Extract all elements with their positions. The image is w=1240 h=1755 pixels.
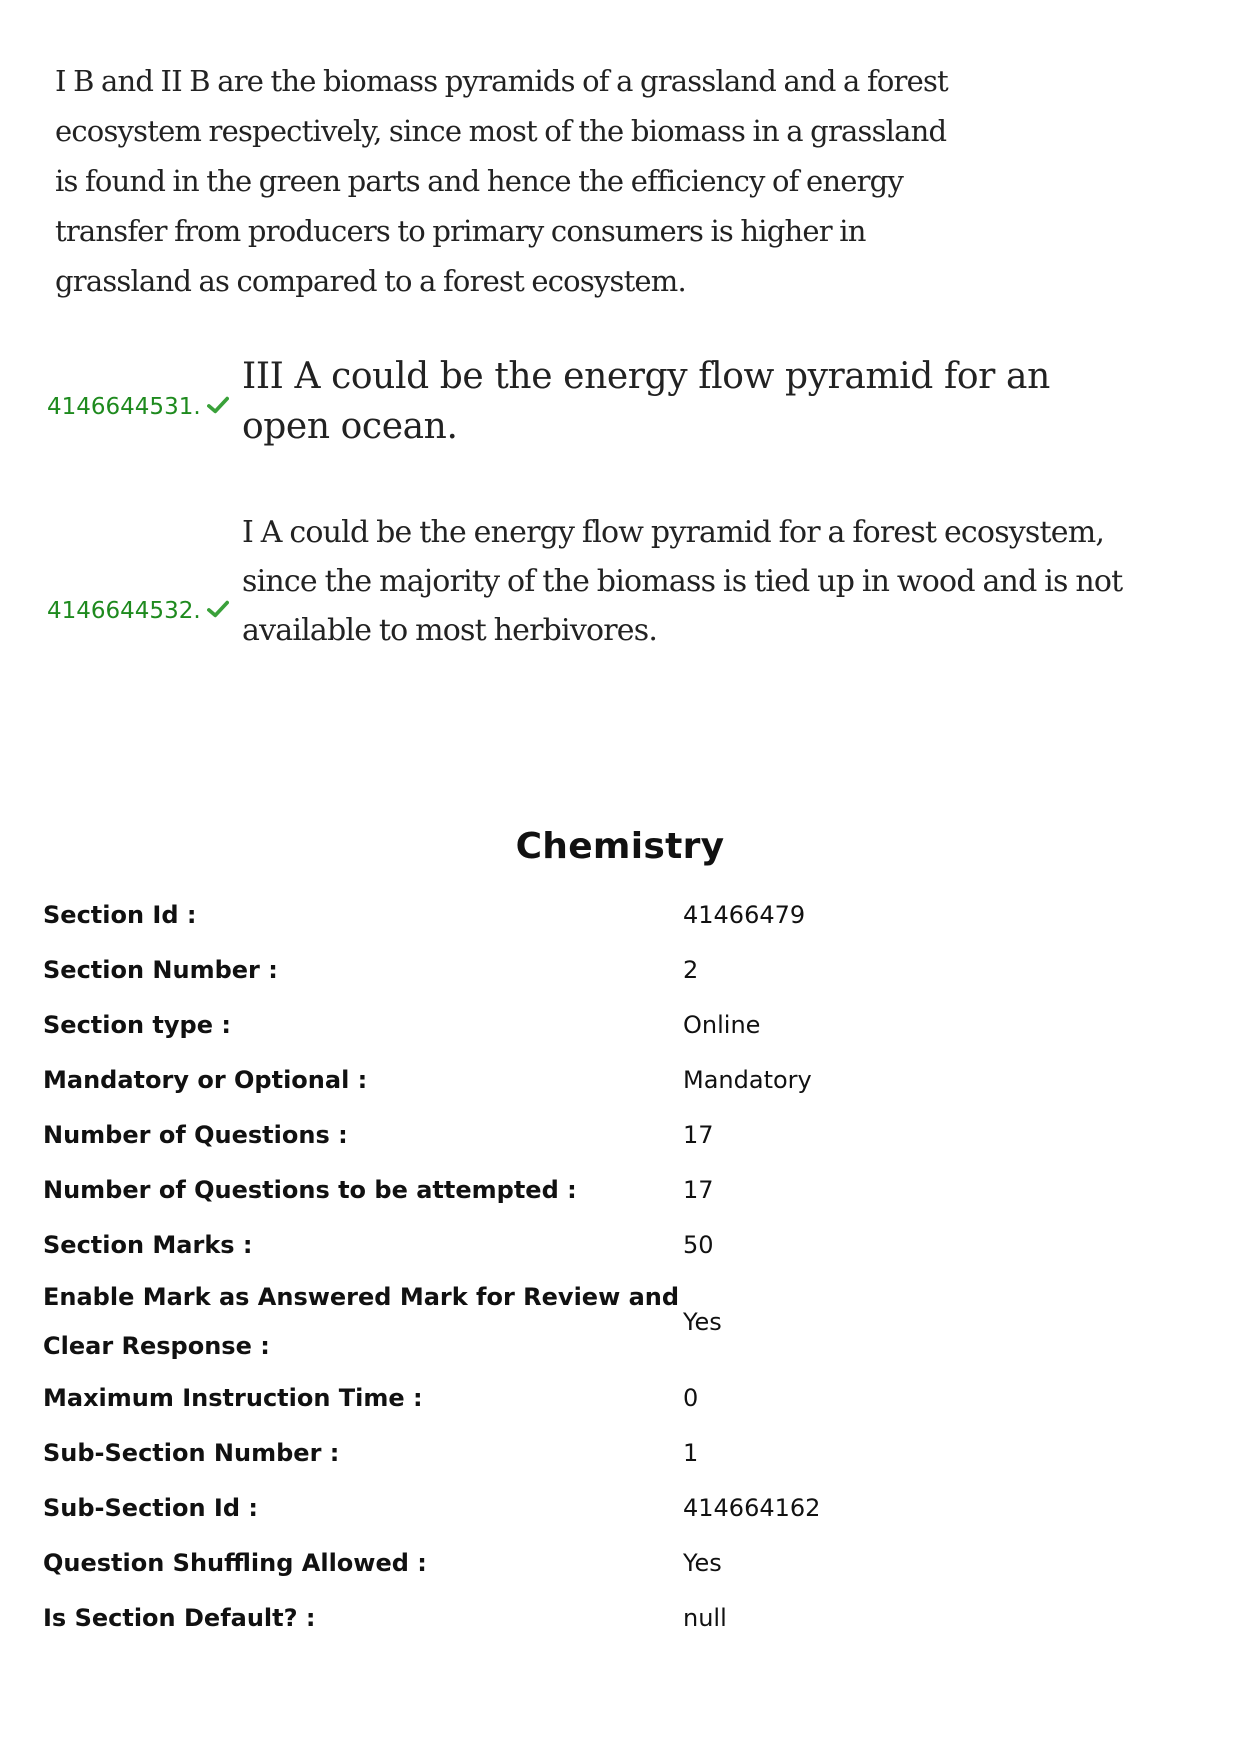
shuffling-row [43, 1536, 1193, 1591]
mark-review-row [43, 1273, 1193, 1371]
question-count-value: 17 [683, 1121, 714, 1149]
option-id-text: 4146644532. [47, 598, 201, 624]
section-id-row [43, 888, 1193, 943]
section-id-label: Section Id : [43, 901, 197, 929]
questions-attempted-label: Number of Questions to be attempted : [43, 1176, 577, 1204]
question-count-row [43, 1108, 1193, 1163]
shuffling-value: Yes [683, 1549, 722, 1577]
mandatory-value: Mandatory [683, 1066, 812, 1094]
mark-review-value: Yes [683, 1307, 722, 1336]
instruction-time-row [43, 1371, 1193, 1426]
section-default-row [43, 1591, 1193, 1646]
questions-attempted-row [43, 1163, 1193, 1218]
option-id-text: 4146644531. [47, 394, 201, 420]
section-type-value: Online [683, 1011, 761, 1039]
option-id [47, 394, 229, 420]
section-type-row [43, 998, 1193, 1053]
questions-attempted-value: 17 [683, 1176, 714, 1204]
sub-section-number-label: Sub-Section Number : [43, 1439, 340, 1467]
intro-paragraph: I B and II B are the biomass pyramids of a grassland and a forest ecosystem respectively, since most of the biomass in a grassland is found in the green parts and hence the efficiency of energy transfer from producers to primary consumers is higher in grassland as compared to a forest ecosystem. [55, 64, 948, 298]
sub-section-id-label: Sub-Section Id : [43, 1494, 258, 1522]
option-text: III A could be the energy flow pyramid for an open ocean. [242, 356, 1050, 447]
option-text: I A could be the energy flow pyramid for a forest ecosystem, since the majority of the biomass is tied up in wood and is not available to most herbivores. [242, 515, 1123, 648]
sub-section-id-row [43, 1481, 1193, 1536]
section-number-label: Section Number : [43, 956, 278, 984]
mark-review-label: Enable Mark as Answered Mark for Review and Clear Response : [43, 1283, 680, 1360]
instruction-time-value: 0 [683, 1384, 699, 1412]
mandatory-label: Mandatory or Optional : [43, 1066, 368, 1094]
section-id-value: 41466479 [683, 901, 806, 929]
section-type-label: Section type : [43, 1011, 231, 1039]
section-default-label: Is Section Default? : [43, 1604, 316, 1632]
sub-section-number-row [43, 1426, 1193, 1481]
section-marks-row [43, 1218, 1193, 1273]
section-info-table [43, 888, 1193, 1646]
section-title: Chemistry [515, 826, 725, 867]
sub-section-id-value: 414664162 [683, 1494, 821, 1522]
option-id [47, 598, 229, 624]
section-number-value: 2 [683, 956, 699, 984]
sub-section-number-value: 1 [683, 1439, 699, 1467]
section-marks-label: Section Marks : [43, 1231, 253, 1259]
instruction-time-label: Maximum Instruction Time : [43, 1384, 423, 1412]
section-number-row [43, 943, 1193, 998]
check-icon [207, 598, 229, 620]
check-icon [207, 394, 229, 416]
question-count-label: Number of Questions : [43, 1121, 348, 1149]
section-marks-value: 50 [683, 1231, 714, 1259]
mandatory-row [43, 1053, 1193, 1108]
shuffling-label: Question Shuffling Allowed : [43, 1549, 427, 1577]
section-default-value: null [683, 1604, 727, 1632]
